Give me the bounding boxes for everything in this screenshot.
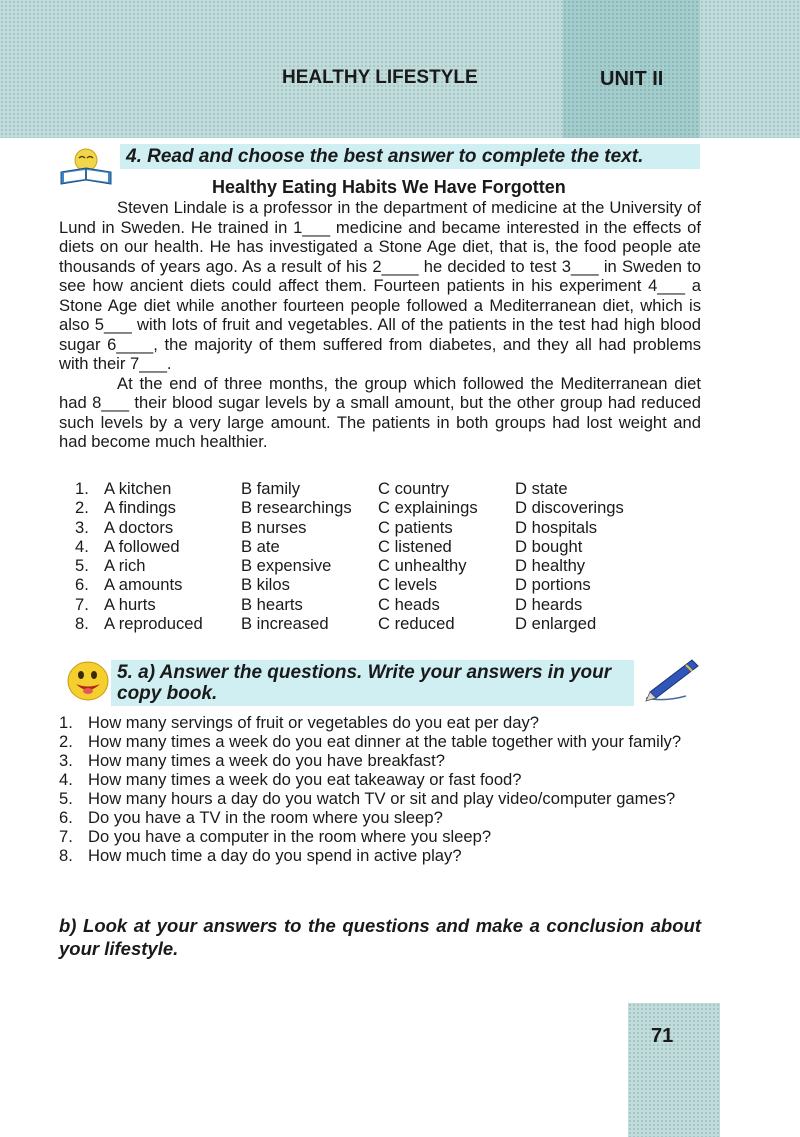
- option-d: D enlarged: [515, 614, 597, 634]
- option-a: A findings: [104, 498, 176, 518]
- option-row: [75, 498, 655, 517]
- question-list: [59, 713, 701, 865]
- option-d: D bought: [515, 536, 583, 556]
- option-number: 5.: [75, 556, 89, 576]
- option-number: 3.: [75, 517, 89, 537]
- option-a: A doctors: [104, 517, 174, 537]
- option-d: D state: [515, 479, 568, 498]
- answer-options: [75, 479, 655, 633]
- chapter-title: HEALTHY LIFESTYLE: [282, 67, 478, 88]
- option-b: B kilos: [241, 575, 290, 595]
- question-item: [59, 770, 701, 789]
- option-d: D discoverings: [515, 498, 624, 518]
- option-row: [75, 556, 655, 575]
- option-c: C listened: [378, 536, 452, 556]
- question-item: [59, 789, 701, 808]
- question-item: [59, 751, 701, 770]
- question-number: 8.: [59, 846, 73, 865]
- option-a: A rich: [104, 556, 146, 576]
- option-row: [75, 614, 655, 633]
- question-text: How many times a week do you eat dinner at the table together with your family?: [88, 732, 682, 751]
- option-c: C patients: [378, 517, 453, 537]
- question-text: How many times a week do you have breakfast?: [88, 751, 445, 770]
- option-a: A kitchen: [104, 479, 172, 498]
- question-item: [59, 808, 701, 827]
- question-number: 1.: [59, 713, 73, 732]
- question-number: 7.: [59, 827, 73, 846]
- story-paragraph-1: Steven Lindale is a professor in the department of medicine at the University of Lund in Sweden. He trained in 1___ medicine and became interested in the effects of diets on our health. He has investigated a Stone Age diet, that is, the food people ate thousands of years ago. As a result of his 2____ he decided to test 3___ in Sweden to see how ancient diets could affect them. Fourteen patients in his experiment 4___ a Stone Age diet while another fourteen people followed a Mediterranean diet, which is also 5___ with lots of fruit and vegetables. All of the patients in the test had high blood sugar 6____, the majority of them suffered from diabetes, and they all had problems with their 7___.: [59, 198, 701, 373]
- option-c: C levels: [378, 575, 438, 595]
- option-c: C unhealthy: [378, 556, 467, 576]
- question-text: How many times a week do you eat takeaway or fast food?: [88, 770, 522, 789]
- option-c: C country: [378, 479, 450, 498]
- book-reader-icon: [58, 146, 114, 188]
- option-d: D portions: [515, 575, 591, 595]
- smiley-icon: [64, 660, 112, 702]
- story-title: Healthy Eating Habits We Have Forgotten: [212, 177, 566, 197]
- question-number: 4.: [59, 770, 73, 789]
- option-b: B increased: [241, 614, 329, 634]
- option-c: C reduced: [378, 614, 455, 634]
- option-c: C explainings: [378, 498, 478, 518]
- option-b: B ate: [241, 536, 280, 556]
- page-number-box: [628, 1003, 720, 1137]
- question-number: 5.: [59, 789, 73, 808]
- option-row: [75, 518, 655, 537]
- option-b: B expensive: [241, 556, 332, 576]
- story-paragraph-2: At the end of three months, the group which followed the Mediterranean diet had 8___ their blood sugar levels by a small amount, but the other group had reduced such levels by a very large amount. The patients in both groups had lost weight and had become much healthier.: [59, 373, 701, 451]
- option-row: [75, 537, 655, 556]
- option-number: 2.: [75, 498, 89, 518]
- question-item: [59, 713, 701, 732]
- option-number: 8.: [75, 614, 89, 634]
- option-number: 4.: [75, 536, 89, 556]
- header-right-strip: [700, 0, 800, 138]
- option-number: 1.: [75, 479, 89, 498]
- option-d: D hospitals: [515, 517, 598, 537]
- option-row: [75, 575, 655, 594]
- question-text: Do you have a computer in the room where you sleep?: [88, 827, 492, 846]
- question-number: 3.: [59, 751, 73, 770]
- task-4-instruction: 4. Read and choose the best answer to complete the text.: [120, 144, 700, 169]
- question-text: Do you have a TV in the room where you sleep?: [88, 808, 443, 827]
- option-row: [75, 479, 655, 498]
- option-a: A hurts: [104, 594, 156, 614]
- question-item: [59, 827, 701, 846]
- question-item: [59, 846, 701, 865]
- unit-label: UNIT II: [600, 68, 664, 90]
- task-5-instruction: 5. a) Answer the questions. Write your answers in your copy book.: [111, 660, 634, 706]
- option-a: A followed: [104, 536, 180, 556]
- option-c: C heads: [378, 594, 440, 614]
- question-number: 6.: [59, 808, 73, 827]
- question-item: [59, 732, 701, 751]
- option-a: A amounts: [104, 575, 183, 595]
- option-b: B family: [241, 479, 301, 498]
- page-number: 71: [651, 1025, 674, 1047]
- question-text: How many hours a day do you watch TV or sit and play video/computer games?: [88, 789, 676, 808]
- option-b: B hearts: [241, 594, 303, 614]
- question-number: 2.: [59, 732, 73, 751]
- story-text: [59, 198, 701, 452]
- question-text: How much time a day do you spend in active play?: [88, 846, 462, 865]
- question-text: How many servings of fruit or vegetables do you eat per day?: [88, 713, 540, 732]
- option-b: B researchings: [241, 498, 352, 518]
- option-d: D heards: [515, 594, 583, 614]
- option-number: 6.: [75, 575, 89, 595]
- option-b: B nurses: [241, 517, 307, 537]
- option-d: D healthy: [515, 556, 586, 576]
- option-number: 7.: [75, 594, 89, 614]
- option-row: [75, 595, 655, 614]
- pen-icon: [640, 654, 704, 706]
- task-5b-instruction: b) Look at your answers to the questions and make a conclusion about your lifestyle.: [59, 915, 701, 959]
- option-a: A reproduced: [104, 614, 203, 634]
